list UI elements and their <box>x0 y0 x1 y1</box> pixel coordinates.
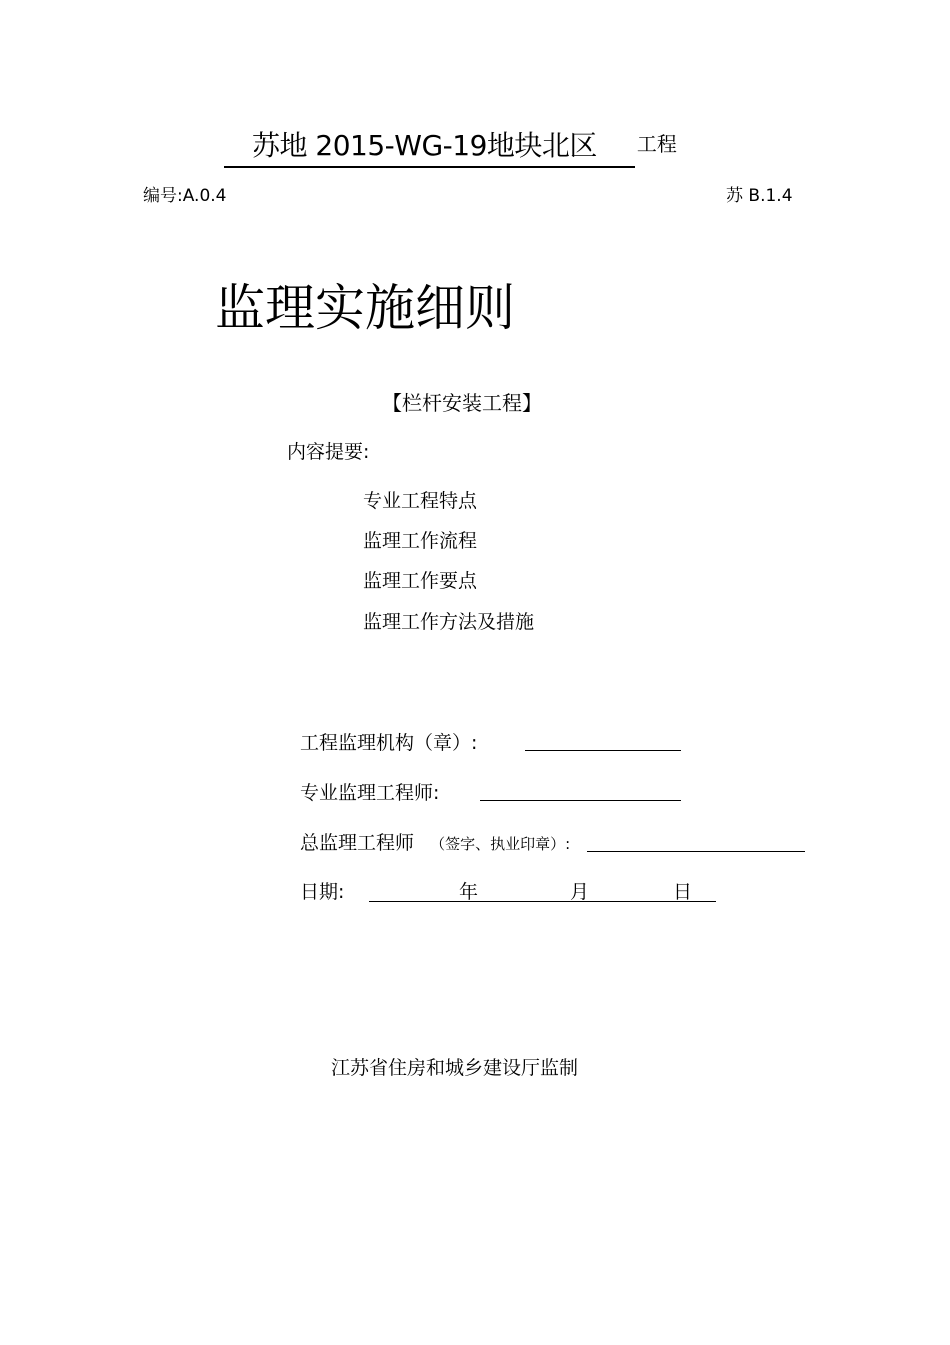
summary-item: 监理工作流程 <box>363 530 478 552</box>
project-title <box>224 124 677 168</box>
chief-engineer-text: 总监理工程师 <box>300 832 415 854</box>
supervision-org-line[interactable] <box>525 750 681 751</box>
summary-item: 监理工作方法及措施 <box>363 611 535 633</box>
specialist-engineer-label: 专业监理工程师: <box>300 782 440 804</box>
project-suffix: 工程 <box>636 132 677 156</box>
document-subtitle: 【栏杆安装工程】 <box>382 391 542 415</box>
chief-engineer-note: （签字、执业印章）: <box>430 835 571 853</box>
chief-engineer-line[interactable] <box>587 851 805 852</box>
supervision-org-label: 工程监理机构（章）: <box>300 732 478 754</box>
date-line[interactable] <box>369 901 716 902</box>
date-label: 日期: <box>300 881 345 903</box>
date-day: 日 <box>673 881 693 903</box>
specialist-engineer-line[interactable] <box>480 800 681 801</box>
document-code: 编号:A.0.4 <box>143 186 227 206</box>
date-month: 月 <box>570 881 590 903</box>
date-year: 年 <box>459 881 479 903</box>
summary-label: 内容提要: <box>287 441 370 463</box>
project-name: 苏地 2015-WG-19地块北区 <box>224 126 635 168</box>
summary-item: 监理工作要点 <box>363 570 478 592</box>
chief-engineer-label <box>300 828 570 855</box>
document-title: 监理实施细则 <box>215 279 515 337</box>
summary-item: 专业工程特点 <box>363 490 478 512</box>
form-code: 苏 B.1.4 <box>726 186 793 206</box>
issuer-footer: 江苏省住房和城乡建设厅监制 <box>331 1057 579 1079</box>
